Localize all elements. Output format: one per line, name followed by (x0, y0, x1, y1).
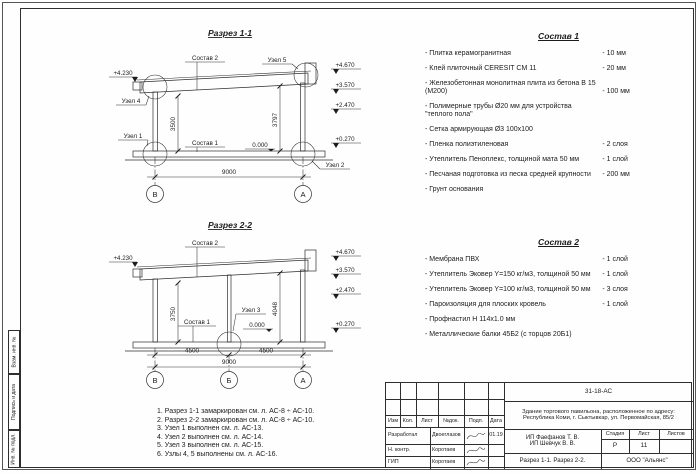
label-sostav2: Состав 2 (191, 240, 219, 247)
list-item (425, 103, 692, 119)
note-line: 1. Разрез 1-1 замаркирован см. л. АС-8 ÷ АС-10. (157, 408, 315, 415)
role-razrabotal: Разработал (388, 432, 418, 439)
dim-3750: 3750 (170, 306, 177, 322)
roof-slab (133, 250, 316, 280)
elev-4670: +4.670 (335, 62, 355, 69)
item-value: - 1 слой (602, 271, 628, 278)
stage-value: Р (612, 441, 618, 449)
roof-left-cap (133, 82, 142, 90)
axis-v: В (152, 189, 158, 199)
elev-3570: +3.570 (335, 267, 355, 274)
dim-right-height (272, 271, 283, 345)
item-name: - Утеплитель Эковер Y=150 кг/м3, толщиной 50 мм (425, 271, 591, 278)
bottom-dimension (147, 157, 311, 185)
note-line: 3. Узел 1 выполнен см. л. АС-13. (157, 425, 264, 433)
elev-4670: +4.670 (335, 249, 355, 256)
item-value: - 20 мм (602, 65, 626, 72)
list-item (425, 65, 692, 73)
object-description: Здание торгового павильона, расположенное по адресу: Республика Коми, г. Сыктывкар, ул. Первомайская, 85/2 (522, 408, 675, 421)
axis-a: А (300, 375, 306, 385)
list-item (425, 286, 692, 294)
item-value: - 2 слоя (602, 141, 628, 148)
list-item (425, 141, 692, 149)
doc-number: 31-18-АС (584, 387, 613, 395)
dim-9000: 9000 (221, 359, 237, 366)
col-kol: Кол. (402, 417, 414, 424)
role-nkontr: Н. контр. (388, 446, 411, 453)
material-list-2-title: Состав 2 (537, 237, 579, 247)
dim-left-height (170, 281, 181, 345)
item-value: - 1 слой (602, 256, 628, 263)
list-item (425, 256, 692, 264)
dim-4048: 4048 (272, 301, 279, 317)
item-value: - 200 мм (602, 171, 630, 178)
axis-markers (147, 372, 312, 389)
col-ndok: №док. (443, 417, 459, 424)
item-value: - 100 мм (602, 88, 630, 95)
signature (466, 430, 486, 442)
frame-label-inv: Инв. № подл. (11, 433, 17, 465)
signature (466, 445, 486, 456)
designers-cell (504, 429, 601, 453)
list-item (425, 171, 692, 179)
floor-slab (125, 342, 333, 351)
item-name: - Пароизоляция для плоских кровель (425, 301, 546, 308)
name-korotaev-2: Коротаев (432, 459, 456, 466)
designer-1: ИП Фаефанов Т. В. (525, 434, 580, 441)
dim-left-height (170, 94, 181, 154)
sheet-title: Разрез 1-1. Разрез 2-2. (519, 456, 586, 464)
item-name: - Песчаная подготовка из песка средней крупности (425, 171, 591, 178)
list-item (425, 50, 692, 58)
sheet-number: 11 (640, 441, 648, 449)
item-name: - Плитка керамогранитная (425, 50, 511, 57)
section-2-2-title: Разрез 2-2 (207, 220, 253, 230)
list-item (425, 331, 692, 339)
frame-cell-inv (8, 430, 20, 468)
item-name: - Мембрана ПВХ (425, 256, 480, 263)
label-uzel4: Узел 4 (121, 98, 141, 105)
item-name: - Утеплитель Эковер Y=100 кг/м3, толщиной 50 мм (425, 286, 591, 293)
dim-4500-1: 4500 (184, 347, 200, 355)
label-uzel5: Узел 5 (267, 57, 287, 64)
notes-list (157, 408, 314, 460)
frame-label-vzam: Взам. инв. № (11, 336, 18, 368)
col-stage: Стадия (605, 430, 625, 437)
col-list: Лист (421, 417, 433, 424)
label-uzel1: Узел 1 (123, 133, 143, 140)
item-value: - 10 мм (602, 50, 626, 57)
list-item (425, 271, 692, 279)
col-sheet: Лист (638, 430, 650, 437)
item-name: - Металлические балки 45Б2 (с торцов 20Б1) (425, 331, 572, 338)
axis-b: Б (226, 375, 232, 385)
elev-2470: +2.470 (335, 287, 355, 294)
frame-cell-vzam (8, 330, 20, 374)
axis-markers (147, 186, 312, 203)
label-sostav1: Состав 1 (191, 140, 219, 147)
col-data: Дата (490, 417, 502, 424)
list-item (425, 126, 692, 134)
signature (466, 457, 486, 468)
item-value: - 1 слой (602, 301, 628, 308)
floor-slab (125, 151, 333, 160)
dim-right-height (272, 84, 283, 154)
date-value: 01.19 (489, 432, 503, 439)
name-dvoeglazov: Двоеглазов (432, 432, 461, 439)
list-item (425, 316, 692, 324)
designer-2: ИП Шевчук В. В. (529, 441, 576, 447)
section-2-2-drawing (85, 214, 385, 400)
frame-label-podpis: Подпись и дата (11, 384, 17, 420)
right-wall (301, 83, 306, 151)
note-line: 6. Узлы 4, 5 выполнены см. л. АС-16. (157, 450, 278, 458)
list-item (425, 80, 692, 96)
company-name: ООО "Альянс" (626, 456, 668, 464)
label-sostav2: Состав 2 (191, 55, 219, 62)
axis-a: А (300, 189, 306, 199)
item-name: - Утеплитель Пеноплекс, толщиной мата 50 мм (425, 156, 580, 163)
elev-4230: +4.230 (113, 255, 133, 262)
node-3-circle (217, 332, 241, 356)
note-line: 5. Узел 3 выполнен см. л. АС-15. (157, 442, 264, 450)
note-line: 2. Разрез 2-2 замаркирован см. л. АС-8 ÷ АС-10. (157, 416, 315, 424)
node-4-circle (143, 75, 167, 99)
list-item (425, 301, 692, 309)
roof-slab (133, 63, 316, 93)
axis-v: В (152, 375, 158, 385)
elevation-marks (109, 62, 361, 152)
elev-3570: +3.570 (335, 82, 355, 89)
roof-left-cap (133, 269, 142, 277)
item-name: - Сетка армирующая Ø3 100х100 (425, 126, 533, 133)
elev-0000: 0.000 (249, 322, 265, 329)
note-line: 4. Узел 2 выполнен см. л. АС-14. (157, 433, 264, 441)
section-1-1-title: Разрез 1-1 (207, 28, 253, 38)
dim-3797: 3797 (272, 112, 279, 128)
item-value: - 3 слоя (602, 286, 628, 293)
elev-0270: +0.270 (335, 136, 355, 143)
node-5-circle (294, 63, 318, 87)
item-name: - Клей плиточный CERESIT CM 11 (425, 65, 537, 72)
col-izm: Изм (387, 417, 399, 424)
left-wall (153, 279, 158, 342)
frame-cell-podpis (8, 374, 20, 430)
col-sheets: Листов (667, 430, 685, 437)
item-name: - Грунт основания (425, 186, 484, 193)
item-value: - 1 слой (602, 156, 628, 163)
elev-4230: +4.230 (113, 70, 133, 77)
list-item (425, 186, 692, 194)
label-uzel2: Узел 2 (325, 162, 345, 169)
col-podp: Подп. (468, 417, 484, 424)
dim-3500: 3500 (170, 116, 177, 132)
dim-9000: 9000 (221, 169, 237, 176)
sheets-total (659, 439, 693, 453)
role-gip: ГИП (388, 459, 399, 466)
elev-0000: 0.000 (252, 142, 268, 149)
material-list-1-title: Состав 1 (537, 31, 579, 41)
material-list-2 (425, 238, 692, 346)
list-item (425, 156, 692, 164)
item-name: - Пленка полиэтиленовая (425, 141, 509, 148)
elev-2470: +2.470 (335, 102, 355, 109)
section-1-1-drawing (85, 24, 385, 210)
item-name: - Профнастил Н 114х1.0 мм (425, 316, 516, 323)
parapet (305, 250, 316, 271)
name-korotaev-1: Коротаев (432, 446, 456, 453)
title-block (385, 382, 692, 468)
walls (153, 270, 305, 342)
label-uzel3: Узел 3 (241, 307, 261, 314)
dim-4500-2: 4500 (258, 347, 274, 355)
label-sostav1: Состав 1 (183, 319, 211, 326)
item-name: - Полимерные трубы Ø20 мм для устройства "теплого пола" (425, 103, 572, 118)
right-wall (301, 270, 306, 342)
material-list-1 (425, 32, 692, 201)
elev-0270: +0.270 (335, 321, 355, 328)
item-name: - Железобетонная монолитная плита из бетона В 15 (М200) (425, 80, 596, 95)
